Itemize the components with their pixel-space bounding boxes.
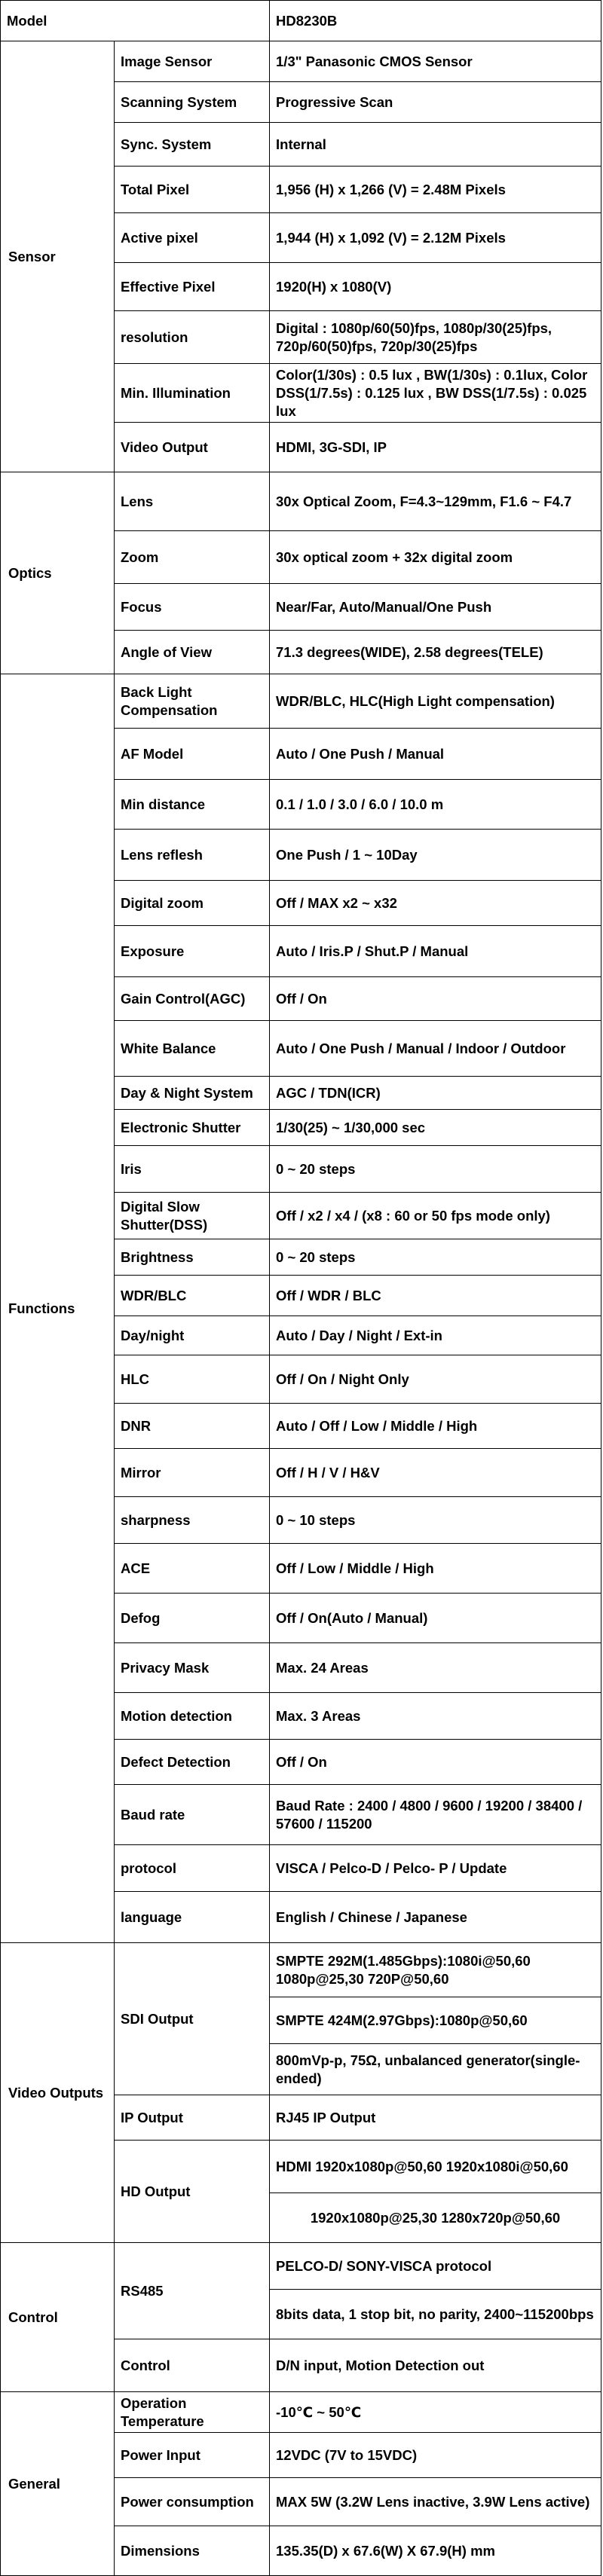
spec-label: Angle of View bbox=[115, 631, 270, 674]
spec-label: Operation Temperature bbox=[115, 2392, 270, 2433]
spec-value: 30x optical zoom + 32x digital zoom bbox=[270, 531, 601, 584]
group-label-video-outputs: Video Outputs bbox=[1, 1943, 115, 2243]
spec-value: Auto / Iris.P / Shut.P / Manual bbox=[270, 926, 601, 977]
spec-value: Auto / One Push / Manual bbox=[270, 729, 601, 780]
spec-label: Exposure bbox=[115, 926, 270, 977]
spec-label: Power consumption bbox=[115, 2478, 270, 2526]
spec-value: AGC / TDN(ICR) bbox=[270, 1077, 601, 1110]
spec-label: protocol bbox=[115, 1845, 270, 1892]
spec-label: language bbox=[115, 1892, 270, 1943]
spec-label: Privacy Mask bbox=[115, 1643, 270, 1693]
spec-value: MAX 5W (3.2W Lens inactive, 3.9W Lens active) bbox=[270, 2478, 601, 2526]
spec-value: 0 ~ 20 steps bbox=[270, 1239, 601, 1276]
spec-label: HD Output bbox=[115, 2141, 270, 2243]
spec-value: Progressive Scan bbox=[270, 82, 601, 123]
spec-value: -10℃ ~ 50℃ bbox=[270, 2392, 601, 2433]
spec-label: Day/night bbox=[115, 1316, 270, 1355]
group-label-functions: Functions bbox=[1, 674, 115, 1943]
spec-value: 12VDC (7V to 15VDC) bbox=[270, 2433, 601, 2478]
spec-value: Baud Rate : 2400 / 4800 / 9600 / 19200 / 38400 / 57600 / 115200 bbox=[270, 1785, 601, 1845]
spec-row bbox=[1, 1943, 601, 1997]
spec-value: Off / On(Auto / Manual) bbox=[270, 1594, 601, 1643]
spec-value: Off / Low / Middle / High bbox=[270, 1544, 601, 1594]
spec-label: Zoom bbox=[115, 531, 270, 584]
spec-value: 1/3" Panasonic CMOS Sensor bbox=[270, 41, 601, 82]
group-label-optics: Optics bbox=[1, 472, 115, 674]
spec-label: Iris bbox=[115, 1146, 270, 1193]
spec-value: Near/Far, Auto/Manual/One Push bbox=[270, 584, 601, 631]
spec-label: Control bbox=[115, 2339, 270, 2392]
spec-label: SDI Output bbox=[115, 1943, 270, 2095]
spec-row bbox=[1, 472, 601, 531]
spec-value: 8bits data, 1 stop bit, no parity, 2400~115200bps bbox=[270, 2290, 601, 2339]
spec-value: 71.3 degrees(WIDE), 2.58 degrees(TELE) bbox=[270, 631, 601, 674]
spec-label: Motion detection bbox=[115, 1693, 270, 1740]
spec-value: Off / On / Night Only bbox=[270, 1355, 601, 1404]
spec-label: Defog bbox=[115, 1594, 270, 1643]
spec-label: IP Output bbox=[115, 2095, 270, 2141]
spec-value: PELCO-D/ SONY-VISCA protocol bbox=[270, 2243, 601, 2290]
model-value: HD8230B bbox=[270, 1, 601, 41]
spec-label: Day & Night System bbox=[115, 1077, 270, 1110]
spec-label: Min. Illumination bbox=[115, 364, 270, 423]
spec-value: Off / H / V / H&V bbox=[270, 1449, 601, 1497]
spec-value: Auto / Off / Low / Middle / High bbox=[270, 1404, 601, 1449]
spec-label: sharpness bbox=[115, 1497, 270, 1544]
spec-value: One Push / 1 ~ 10Day bbox=[270, 830, 601, 881]
spec-label: Power Input bbox=[115, 2433, 270, 2478]
spec-label: Lens reflesh bbox=[115, 830, 270, 881]
spec-value: Max. 3 Areas bbox=[270, 1693, 601, 1740]
spec-value: 135.35(D) x 67.6(W) X 67.9(H) mm bbox=[270, 2526, 601, 2576]
spec-row bbox=[1, 2243, 601, 2290]
spec-value: SMPTE 424M(2.97Gbps):1080p@50,60 bbox=[270, 1997, 601, 2044]
spec-label: Gain Control(AGC) bbox=[115, 977, 270, 1021]
spec-label: Effective Pixel bbox=[115, 263, 270, 311]
spec-value: WDR/BLC, HLC(High Light compensation) bbox=[270, 674, 601, 729]
spec-label: Back Light Compensation bbox=[115, 674, 270, 729]
spec-value: 0 ~ 10 steps bbox=[270, 1497, 601, 1544]
spec-label: Brightness bbox=[115, 1239, 270, 1276]
spec-row bbox=[1, 2392, 601, 2433]
spec-label: Dimensions bbox=[115, 2526, 270, 2576]
spec-value: English / Chinese / Japanese bbox=[270, 1892, 601, 1943]
spec-value: Off / MAX x2 ~ x32 bbox=[270, 881, 601, 926]
spec-value: Off / WDR / BLC bbox=[270, 1276, 601, 1316]
spec-label: White Balance bbox=[115, 1021, 270, 1077]
spec-label: Focus bbox=[115, 584, 270, 631]
spec-value: 1920x1080p@25,30 1280x720p@50,60 bbox=[270, 2193, 601, 2243]
spec-label: Defect Detection bbox=[115, 1740, 270, 1785]
spec-label: Image Sensor bbox=[115, 41, 270, 82]
model-label: Model bbox=[1, 1, 270, 41]
spec-label: Min distance bbox=[115, 780, 270, 830]
spec-label: RS485 bbox=[115, 2243, 270, 2339]
spec-value: 1920(H) x 1080(V) bbox=[270, 263, 601, 311]
spec-label: Video Output bbox=[115, 423, 270, 472]
group-label-control: Control bbox=[1, 2243, 115, 2392]
spec-label: Lens bbox=[115, 472, 270, 531]
spec-value: VISCA / Pelco-D / Pelco- P / Update bbox=[270, 1845, 601, 1892]
spec-value: 1/30(25) ~ 1/30,000 sec bbox=[270, 1110, 601, 1146]
spec-label: ACE bbox=[115, 1544, 270, 1594]
spec-value: HDMI 1920x1080p@50,60 1920x1080i@50,60 bbox=[270, 2141, 601, 2193]
spec-row bbox=[1, 674, 601, 729]
spec-label: HLC bbox=[115, 1355, 270, 1404]
spec-value: Digital : 1080p/60(50)fps, 1080p/30(25)fps, 720p/60(50)fps, 720p/30(25)fps bbox=[270, 311, 601, 364]
spec-label: Digital zoom bbox=[115, 881, 270, 926]
spec-label: Electronic Shutter bbox=[115, 1110, 270, 1146]
spec-value: Max. 24 Areas bbox=[270, 1643, 601, 1693]
spec-value: Off / x2 / x4 / (x8 : 60 or 50 fps mode only) bbox=[270, 1193, 601, 1239]
spec-value: Internal bbox=[270, 123, 601, 167]
spec-label: Mirror bbox=[115, 1449, 270, 1497]
spec-value: Off / On bbox=[270, 1740, 601, 1785]
spec-value: 1,956 (H) x 1,266 (V) = 2.48M Pixels bbox=[270, 167, 601, 213]
spec-table-body bbox=[1, 1, 601, 2576]
spec-value: 0.1 / 1.0 / 3.0 / 6.0 / 10.0 m bbox=[270, 780, 601, 830]
model-row bbox=[1, 1, 601, 41]
spec-value: Color(1/30s) : 0.5 lux , BW(1/30s) : 0.1lux, Color DSS(1/7.5s) : 0.125 lux , BW DSS(1/7.5s) : 0.025 lux bbox=[270, 364, 601, 423]
spec-value: D/N input, Motion Detection out bbox=[270, 2339, 601, 2392]
spec-label: Baud rate bbox=[115, 1785, 270, 1845]
group-label-general: General bbox=[1, 2392, 115, 2576]
spec-value: 0 ~ 20 steps bbox=[270, 1146, 601, 1193]
spec-label: Scanning System bbox=[115, 82, 270, 123]
spec-value: 1,944 (H) x 1,092 (V) = 2.12M Pixels bbox=[270, 213, 601, 263]
spec-value: RJ45 IP Output bbox=[270, 2095, 601, 2141]
spec-label: Active pixel bbox=[115, 213, 270, 263]
spec-value: Auto / Day / Night / Ext-in bbox=[270, 1316, 601, 1355]
group-label-sensor: Sensor bbox=[1, 41, 115, 472]
spec-value: 800mVp-p, 75Ω, unbalanced generator(single-ended) bbox=[270, 2044, 601, 2095]
spec-label: Digital Slow Shutter(DSS) bbox=[115, 1193, 270, 1239]
spec-label: AF Model bbox=[115, 729, 270, 780]
spec-value: SMPTE 292M(1.485Gbps):1080i@50,60 1080p@25,30 720P@50,60 bbox=[270, 1943, 601, 1997]
spec-value: HDMI, 3G-SDI, IP bbox=[270, 423, 601, 472]
spec-value: Off / On bbox=[270, 977, 601, 1021]
spec-label: WDR/BLC bbox=[115, 1276, 270, 1316]
spec-label: Total Pixel bbox=[115, 167, 270, 213]
spec-label: Sync. System bbox=[115, 123, 270, 167]
spec-label: DNR bbox=[115, 1404, 270, 1449]
spec-value: 30x Optical Zoom, F=4.3~129mm, F1.6 ~ F4.7 bbox=[270, 472, 601, 531]
spec-row bbox=[1, 41, 601, 82]
spec-value: Auto / One Push / Manual / Indoor / Outdoor bbox=[270, 1021, 601, 1077]
spec-label: resolution bbox=[115, 311, 270, 364]
